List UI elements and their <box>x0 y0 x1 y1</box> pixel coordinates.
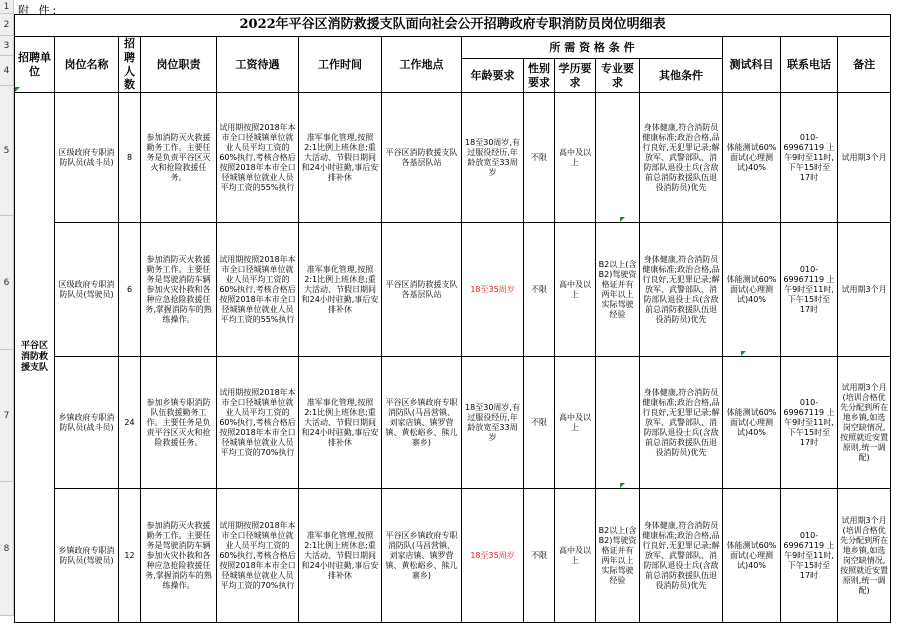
hire-count: 12 <box>119 489 141 623</box>
other-text: 身体健康,符合消防员健康标准;政治合格,品行良好,无犯罪记录;解放军、武警部队、消防部队退役士兵(含敌前总消防救援队伍退役消防员)优先 <box>640 357 723 489</box>
empty-cell <box>891 37 900 93</box>
positions-table <box>14 14 900 623</box>
hire-count: 24 <box>119 357 141 489</box>
test-text: 体能测试60% 面试(心理测试)40% <box>723 93 781 223</box>
position-name: 乡镇政府专职消防队员(驾驶员) <box>55 489 119 623</box>
age-text: 18至35周岁 <box>462 223 524 357</box>
remark-text: 试用期3个月 <box>838 223 891 357</box>
table-row <box>15 93 900 223</box>
pay-text: 试用期按照2018年本市全口径城镇单位就业人员平均工资的60%执行,考核合格后按照2018年本市全口径城镇单位就业人员平均工资的55%执行 <box>217 223 299 357</box>
row-header-5[interactable]: 5 <box>0 86 14 216</box>
gender-text: 不限 <box>524 489 555 623</box>
empty-cell <box>891 93 900 223</box>
phone-text: 010-69967119 上午9时至11时,下午15时至17时 <box>781 223 838 357</box>
pay-text: 试用期按照2018年本市全口径城镇单位就业人员平均工资的60%执行,考核合格后按照2018年本市全口径城镇单位就业人员平均工资的70%执行 <box>217 489 299 623</box>
row-header-3[interactable]: 3 <box>0 36 14 56</box>
unit-name: 平谷区消防救援支队 <box>15 93 55 623</box>
duty-text: 参加消防灭火救援勤务工作。主要任务是负责平谷区灭火和抢险救援任务。 <box>141 93 217 223</box>
test-text: 体能测试60% 面试(心理测试)40% <box>723 223 781 357</box>
header-worktime: 工作时间 <box>299 37 382 93</box>
header-age: 年龄要求 <box>462 59 524 93</box>
header-phone: 联系电话 <box>781 37 838 93</box>
header-duty: 岗位职责 <box>141 37 217 93</box>
remark-text: 试用期3个月(培训合格优先分配到所在地乡镇,如选岗空缺情况,按照就近安置原则,统一调配) <box>838 489 891 623</box>
test-text: 体能测试60% 面试(心理测试)40% <box>723 489 781 623</box>
header-remark: 备注 <box>838 37 891 93</box>
duty-text: 参加消防灭火救援勤务工作。主要任务是驾驶消防车辆参加火灾扑救和各种应急抢险救援任务,掌握消防车的熟练操作。 <box>141 223 217 357</box>
header-other: 其他条件 <box>640 59 723 93</box>
other-text: 身体健康,符合消防员健康标准;政治合格,品行良好,无犯罪记录;解放军、武警部队、消防部队退役士兵(含敌前总消防救援队伍退役消防员)优先 <box>640 93 723 223</box>
gender-text: 不限 <box>524 223 555 357</box>
remark-text: 试用期3个月 <box>838 93 891 223</box>
education-text: 高中及以上 <box>555 357 596 489</box>
comment-indicator <box>620 217 625 222</box>
header-pay: 工资待遇 <box>217 37 299 93</box>
position-name: 区级政府专职消防队员(驾驶员) <box>55 223 119 357</box>
page-title: 2022年平谷区消防救援支队面向社会公开招聘政府专职消防员岗位明细表 <box>15 15 891 37</box>
worktime-text: 准军事化管理,按照2:1比例上班休息;重大活动、节假日期间和24小时驻勤,事后安排补休 <box>299 489 382 623</box>
header-major: 专业要求 <box>596 59 640 93</box>
pay-text: 试用期按照2018年本市全口径城镇单位就业人员平均工资的60%执行,考核合格后按照2018年本市全口径城镇单位就业人员平均工资的55%执行 <box>217 93 299 223</box>
major-text: B2以上(含B2)驾驶资格证并有两年以上实际驾驶经验 <box>596 489 640 623</box>
row-header-7[interactable]: 7 <box>0 350 14 482</box>
comment-indicator <box>741 351 746 356</box>
age-text: 18至30周岁,有过服役经历,年龄放宽至33周岁 <box>462 93 524 223</box>
phone-text: 010-69967119 上午9时至11时,下午15时至17时 <box>781 357 838 489</box>
hire-count: 6 <box>119 223 141 357</box>
location-text: 平谷区乡镇政府专职消防队(马昌营镇、刘家店镇、镇罗营镇、黄松峪乡、熊儿寨乡) <box>382 357 462 489</box>
worktime-text: 准军事化管理,按照2:1比例上班休息;重大活动、节假日期间和24小时驻勤,事后安排补休 <box>299 357 382 489</box>
major-text <box>596 357 640 489</box>
worktime-text: 准军事化管理,按照2:1比例上班休息;重大活动、节假日期间和24小时驻勤,事后安排补休 <box>299 223 382 357</box>
hire-count: 8 <box>119 93 141 223</box>
table-row <box>15 223 900 357</box>
other-text: 身体健康,符合消防员健康标准;政治合格,品行良好,无犯罪记录;解放军、武警部队、消防部队退役士兵(含敌前总消防救援队伍退役消防员)优先 <box>640 223 723 357</box>
position-name: 乡镇政府专职消防队员(战斗员) <box>55 357 119 489</box>
location-text: 平谷区消防救援支队各基层队站 <box>382 93 462 223</box>
attachment-label: 附 件: <box>18 2 59 18</box>
other-text: 身体健康,符合消防员健康标准;政治合格,品行良好,无犯罪记录;解放军、武警部队、消防部队退役士兵(含敌前总消防救援队伍退役消防员)优先 <box>640 489 723 623</box>
education-text: 高中及以上 <box>555 93 596 223</box>
row-header-4[interactable]: 4 <box>0 56 14 86</box>
comment-indicator <box>15 87 20 92</box>
remark-text: 试用期3个月(培训合格优先分配到所在地乡镇,如选岗空缺情况,按照就近安置原则,统一调配) <box>838 357 891 489</box>
phone-text: 010-69967119 上午9时至11时,下午15时至17时 <box>781 489 838 623</box>
age-text: 18至35周岁 <box>462 489 524 623</box>
header-count: 招聘人数 <box>119 37 141 93</box>
position-name: 区级政府专职消防队员(战斗员) <box>55 93 119 223</box>
duty-text: 参加消防灭火救援勤务工作。主要任务是驾驶消防车辆参加火灾扑救和各种应急抢险救援任务,掌握消防车的熟练操作。 <box>141 489 217 623</box>
row-header-1[interactable]: 1 <box>0 0 14 14</box>
worktime-text: 准军事化管理,按照2:1比例上班休息;重大活动、节假日期间和24小时驻勤,事后安排补休 <box>299 93 382 223</box>
education-text: 高中及以上 <box>555 489 596 623</box>
header-unit: 招聘单位 <box>15 37 55 93</box>
row-header-6[interactable]: 6 <box>0 216 14 350</box>
header-qualifications: 所 需 资 格 条 件 <box>462 37 723 59</box>
empty-cell <box>891 223 900 357</box>
location-text: 平谷区乡镇政府专职消防队(马昌营镇、刘家店镇、镇罗营镇、黄松峪乡、熊儿寨乡) <box>382 489 462 623</box>
location-text: 平谷区消防救援支队各基层队站 <box>382 223 462 357</box>
gender-text: 不限 <box>524 357 555 489</box>
empty-cell <box>891 489 900 623</box>
header-test: 测试科目 <box>723 37 781 93</box>
gender-text: 不限 <box>524 93 555 223</box>
major-text <box>596 93 640 223</box>
empty-cell <box>891 15 900 37</box>
header-gender: 性别要求 <box>524 59 555 93</box>
table-row <box>15 489 900 623</box>
pay-text: 试用期按照2018年本市全口径城镇单位就业人员平均工资的60%执行,考核合格后按照2018年本市全口径城镇单位就业人员平均工资的70%执行 <box>217 357 299 489</box>
row-header-8[interactable]: 8 <box>0 482 14 616</box>
row-header-2[interactable]: 2 <box>0 14 14 36</box>
test-text: 体能测试60% 面试(心理测试)40% <box>723 357 781 489</box>
phone-text: 010-69967119 上午9时至11时,下午15时至17时 <box>781 93 838 223</box>
header-position: 岗位名称 <box>55 37 119 93</box>
header-location: 工作地点 <box>382 37 462 93</box>
education-text: 高中及以上 <box>555 223 596 357</box>
empty-cell <box>891 357 900 489</box>
age-text: 18至30周岁,有过服役经历,年龄放宽至33周岁 <box>462 357 524 489</box>
header-education: 学历要求 <box>555 59 596 93</box>
table-row <box>15 357 900 489</box>
comment-indicator <box>620 483 625 488</box>
major-text: B2以上(含B2)驾驶资格证并有两年以上实际驾驶经验 <box>596 223 640 357</box>
duty-text: 参加乡镇专职消防队伍救援勤务工作。主要任务是负责平谷区灭火和抢险救援任务。 <box>141 357 217 489</box>
